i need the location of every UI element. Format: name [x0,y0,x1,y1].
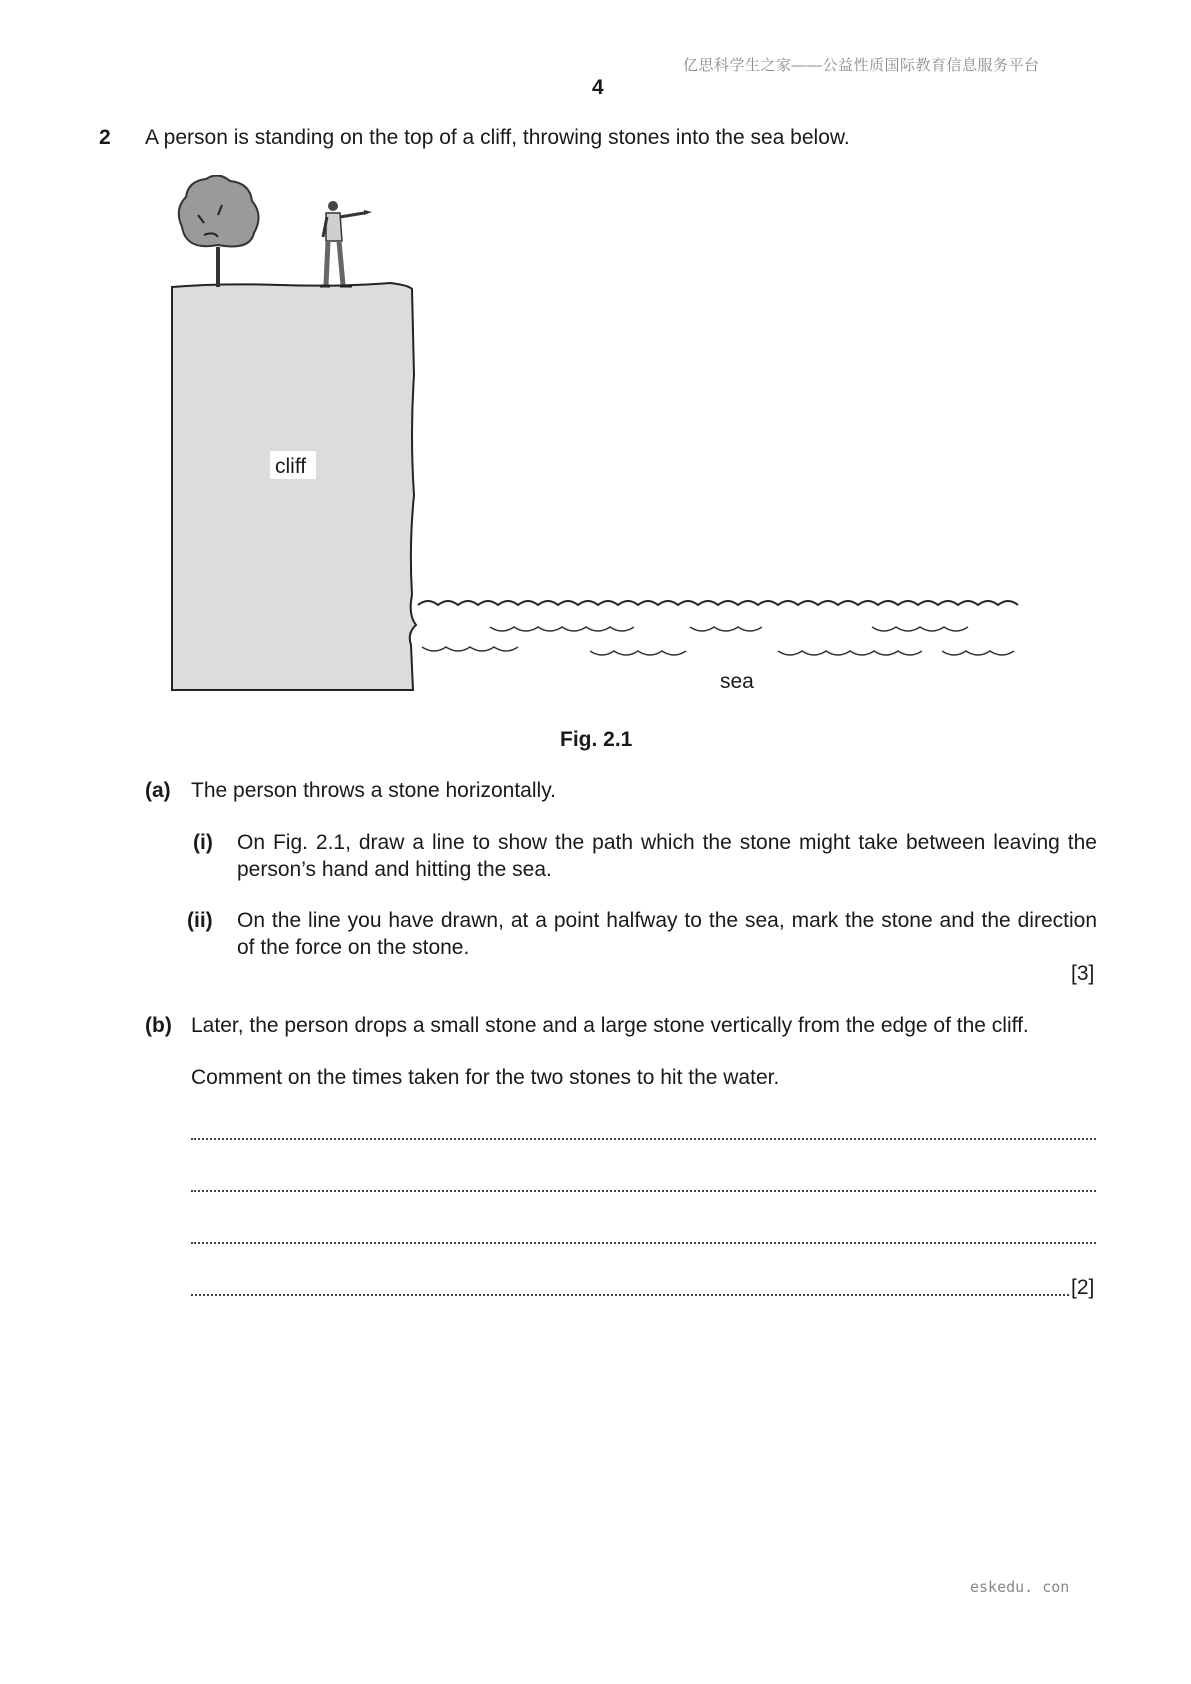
footer-text: eskedu. con [970,1578,1070,1596]
part-a-text: The person throws a stone horizontally. [191,779,556,802]
part-a-ii-label: (ii) [187,909,213,932]
cliff-sea-illustration [160,175,1030,695]
answer-line-1[interactable] [191,1117,1096,1140]
figure-2-1 [160,175,1030,700]
part-b-text-2: Comment on the times taken for the two stones to hit the water. [191,1066,780,1089]
sea-surface [418,601,1018,605]
question-number: 2 [99,126,111,149]
answer-line-3[interactable] [191,1221,1096,1244]
cliff-label: cliff [275,455,307,478]
person-icon [320,201,372,286]
question-stem: A person is standing on the top of a cliff, throwing stones into the sea below. [145,126,850,149]
part-a-i-text: On Fig. 2.1, draw a line to show the path which the stone might take between leaving the person’s hand and hitting the sea. [237,831,1097,881]
header-site-text: 亿思科学生之家——公益性质国际教育信息服务平台 [683,57,1040,74]
sea-label: sea [720,670,754,693]
figure-caption: Fig. 2.1 [560,728,633,751]
part-a-i-label: (i) [193,831,213,854]
part-b-label: (b) [145,1014,172,1037]
part-b-marks: [2] [1071,1276,1095,1299]
part-a-ii-text: On the line you have drawn, at a point halfway to the sea, mark the stone and the direction of the force on the stone. [237,909,1097,959]
sea-waves [422,627,1014,655]
cliff-shape [172,283,416,690]
tree-icon [179,175,259,287]
part-a-label: (a) [145,779,171,802]
page-number: 4 [592,76,604,99]
part-b-text-1: Later, the person drops a small stone and a large stone vertically from the edge of the cliff. [191,1014,1029,1037]
answer-line-2[interactable] [191,1169,1096,1192]
part-a-marks: [3] [1071,962,1095,985]
answer-line-4[interactable] [191,1273,1069,1296]
